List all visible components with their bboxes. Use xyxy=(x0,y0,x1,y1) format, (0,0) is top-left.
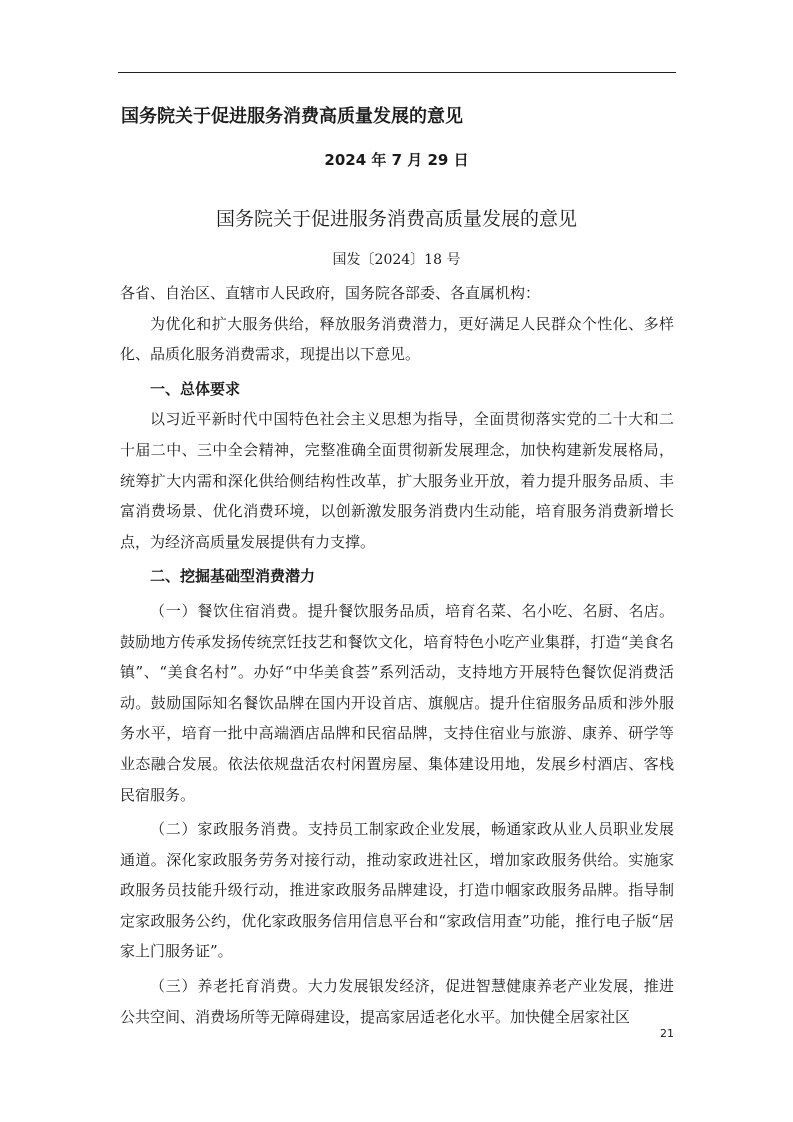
document-title: 国务院关于促进服务消费高质量发展的意见 xyxy=(215,208,577,230)
section-heading: 二、挖掘基础型消费潜力 xyxy=(150,567,316,586)
header-title: 国务院关于促进服务消费高质量发展的意见 xyxy=(121,106,463,127)
intro-paragraph: 为优化和扩大服务供给，释放服务消费潜力，更好满足人民群众个性化、多样化、品质化服务消费需求，现提出以下意见。 xyxy=(120,314,674,364)
page-number: 21 xyxy=(660,1027,674,1040)
header-rule xyxy=(118,72,676,73)
recipients-line: 各省、自治区、直辖市人民政府，国务院各部委、各直属机构： xyxy=(120,284,541,302)
item-text: 提升餐饮服务品质，培育名菜、名小吃、名厨、名店。鼓励地方传承发扬传统烹饪技艺和餐饮文化，培育特色小吃产业集群，打造“美食名镇”、“美食名村”。办好“中华美食荟”系列活动，支持地方开展特色餐饮促消费活动。鼓励国际知名餐饮品牌在国内开设首店、旗舰店。提升住宿服务品质和涉外服务水平，培育一批中高端酒店品牌和民宿品牌，支持住宿业与旅游、康养、研学等业态融合发展。依法依规盘活农村闲置房屋、集体建设用地，发展乡村酒店、客栈民宿服务。 xyxy=(120,601,674,804)
section-heading: 一、总体要求 xyxy=(150,379,241,398)
item-paragraph xyxy=(120,971,674,1032)
document-body xyxy=(120,278,674,1032)
section-paragraph: 以习近平新时代中国特色社会主义思想为指导，全面贯彻落实党的二十大和二十届二中、三中全会精神，完整准确全面贯彻新发展理念，加快构建新发展格局，统筹扩大内需和深化供给侧结构性改革，扩大服务业开放，着力提升服务品质、丰富消费场景、优化消费环境，以创新激发服务消费内生动能，培育服务消费新增长点，为经济高质量发展提供有力支撑。 xyxy=(120,410,674,551)
item-text: 支持员工制家政企业发展，畅通家政从业人员职业发展通道。深化家政服务劳务对接行动，推动家政进社区，增加家政服务供给。实施家政服务员技能升级行动，推进家政服务品牌建设，打造巾帼家政服务品牌。指导制定家政服务公约，优化家政服务信用信息平台和“家政信用查”功能，推行电子版“居家上门服务证”。 xyxy=(120,820,674,961)
item-text: 大力发展银发经济，促进智慧健康养老产业发展，推进公共空间、消费场所等无障碍建设，提高家居适老化水平。加快健全居家社区 xyxy=(120,977,674,1026)
item-label: （二）家政服务消费。 xyxy=(150,820,308,839)
item-paragraph xyxy=(120,596,674,810)
item-label: （一）餐饮住宿消费。 xyxy=(150,601,308,620)
document-number: 国发〔2024〕18 号 xyxy=(332,252,461,268)
item-label: （三）养老托育消费。 xyxy=(150,977,308,996)
item-paragraph xyxy=(120,814,674,967)
header-date: 2024 年 7 月 29 日 xyxy=(324,151,469,169)
